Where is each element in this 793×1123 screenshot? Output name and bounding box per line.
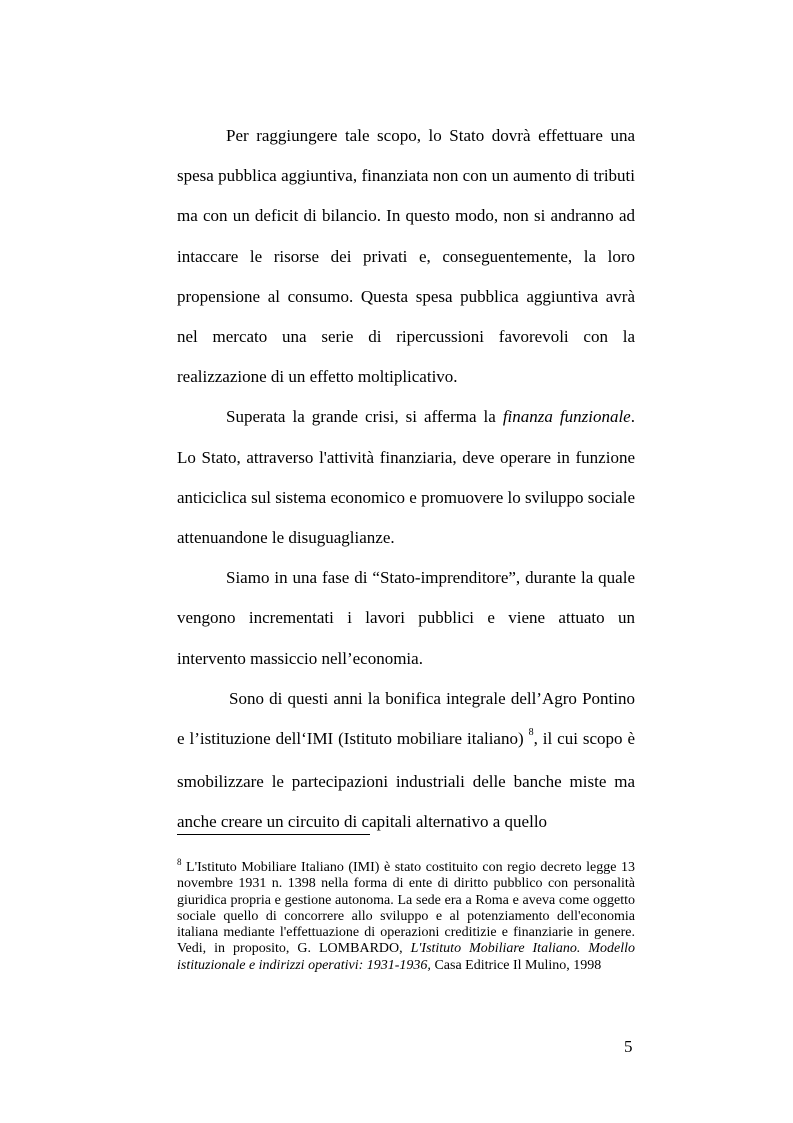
footnote-marker: 8 [177, 857, 182, 867]
italic-term-finanza-funzionale: finanza funzionale [502, 407, 631, 427]
paragraph-4 [177, 679, 635, 843]
footnote-separator [177, 834, 370, 835]
footnote-text: L'Istituto Mobiliare Italiano (IMI) è stato costituito con regio decreto legge 13 novembre 1931 n. 1398 nella forma di ente di diritto pubblico con personalità giuridica propria e gestione autonoma. La sede era a Roma e aveva come oggetto sociale quello di concorrere allo sviluppo e al potenziamento dell'economia italiana mediante l'effettuazione di operazioni creditizie e finanziarie in genere. Vedi, in proposito, G. LOMBARDO, [177, 860, 635, 957]
paragraph-text: Per raggiungere tale scopo, lo Stato dovrà effettuare una spesa pubblica aggiuntiva, finanziata non con un aumento di tributi ma con un deficit di bilancio. In questo modo, non si andranno ad intaccare le risorse dei privati e, conseguentemente, la loro propensione al consumo. Questa spesa pubblica aggiuntiva avrà nel mercato una serie di ripercussioni favorevoli con la realizzazione di un effetto moltiplicativo. [177, 126, 635, 387]
page-number: 5 [624, 1037, 633, 1056]
paragraph-text: Sono di questi anni la bonifica integrale dell’Agro Pontino e l’istituzione dell‘IMI (Istituto mobiliare italiano) [177, 688, 635, 749]
body-text [177, 116, 635, 843]
footnote-citation-title: L'Istituto Mobiliare Italiano. Modello istituzionale e indirizzi operativi: 1931-1936, [177, 941, 635, 973]
footnote-reference: 8 [528, 727, 534, 739]
paragraph-text: . Lo Stato, attraverso l'attività finanziaria, deve operare in funzione anticiclica sul sistema economico e promuovere lo sviluppo sociale attenuandone le disuguaglianze. [177, 407, 635, 548]
footnote-text: Casa Editrice Il Mulino, 1998 [430, 957, 602, 973]
paragraph-2 [177, 397, 635, 558]
paragraph-3 [177, 558, 635, 679]
paragraph-text: Siamo in una fase di “Stato-imprenditore”, durante la quale vengono incrementati i lavori pubblici e viene attuato un intervento massiccio nell’economia. [177, 568, 635, 668]
paragraph-text: , il cui scopo è smobilizzare le partecipazioni industriali delle banche miste ma anche creare un circuito di capitali alternativo a quello [177, 729, 635, 832]
paragraph-text: Superata la grande crisi, si afferma la [226, 407, 503, 427]
footnote [177, 857, 635, 974]
paragraph-1 [177, 116, 635, 397]
